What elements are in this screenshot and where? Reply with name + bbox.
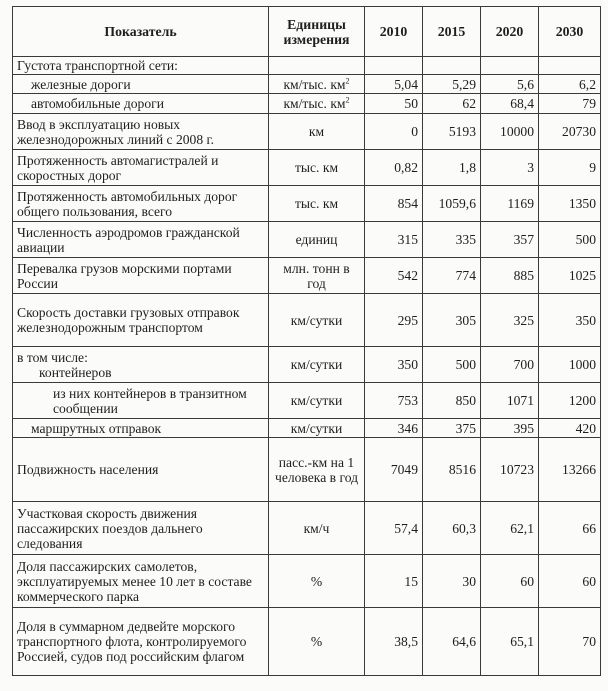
indicator-cell: Протяженность автомагистралей и скоростных дорог: [13, 150, 269, 186]
unit-text: км/тыс. км: [283, 76, 346, 92]
value-cell: 1000: [539, 347, 601, 383]
value-cell: 350: [365, 347, 423, 383]
header-year: 2010: [365, 7, 423, 57]
indicator-cell: Участковая скорость движения пассажирских поездов дальнего следования: [13, 502, 269, 555]
indicator-sub-label: контейнеров: [39, 364, 112, 380]
value-cell: 68,4: [481, 94, 539, 114]
value-cell: 1059,6: [423, 186, 481, 222]
unit-superscript: 2: [345, 75, 350, 85]
indicator-cell: Доля пассажирских самолетов, эксплуатируемых менее 10 лет в составе коммерческого парка: [13, 555, 269, 608]
value-cell: 3: [481, 150, 539, 186]
value-cell: 700: [481, 347, 539, 383]
value-cell: 395: [481, 419, 539, 438]
unit-text: км/тыс. км: [283, 96, 346, 111]
value-cell: 325: [481, 294, 539, 347]
value-cell: 1350: [539, 186, 601, 222]
unit-cell: [269, 57, 365, 75]
table-row: [13, 383, 601, 419]
value-cell: 79: [539, 94, 601, 114]
value-cell: 346: [365, 419, 423, 438]
indicator-cell: Перевалка грузов морскими портами России: [13, 258, 269, 294]
table-frame: [12, 6, 600, 686]
value-cell: 38,5: [365, 608, 423, 676]
table-row: [13, 608, 601, 676]
indicator-cell: Численность аэродромов гражданской авиации: [13, 222, 269, 258]
indicator-cell: автомобильные дороги: [13, 94, 269, 114]
unit-cell: тыс. км: [269, 186, 365, 222]
table-row: [13, 75, 601, 94]
table-row: [13, 186, 601, 222]
value-cell: 50: [365, 94, 423, 114]
value-cell: 885: [481, 258, 539, 294]
value-cell: 350: [539, 294, 601, 347]
table-row: [13, 502, 601, 555]
unit-cell: [269, 75, 365, 94]
unit-cell: км/сутки: [269, 347, 365, 383]
indicator-cell: Доля в суммарном дедвейте морского транспортного флота, контролируемого Россией, судов под российским флагом: [13, 608, 269, 676]
unit-cell: %: [269, 608, 365, 676]
value-cell: 0: [365, 114, 423, 150]
unit-cell: км: [269, 114, 365, 150]
unit-cell: пасс.-км на 1 человека в год: [269, 438, 365, 502]
value-cell: 420: [539, 419, 601, 438]
header-year: 2020: [481, 7, 539, 57]
value-cell: [481, 57, 539, 75]
value-cell: 5,29: [423, 75, 481, 94]
indicator-cell: [13, 347, 269, 383]
value-cell: 7049: [365, 438, 423, 502]
table-row: [13, 438, 601, 502]
value-cell: 64,6: [423, 608, 481, 676]
unit-cell: км/сутки: [269, 383, 365, 419]
table-row: [13, 150, 601, 186]
table-row: [13, 94, 601, 114]
value-cell: [365, 57, 423, 75]
value-cell: 305: [423, 294, 481, 347]
value-cell: 542: [365, 258, 423, 294]
indicator-cell: железные дороги: [13, 75, 269, 94]
table-row: [13, 114, 601, 150]
value-cell: 8516: [423, 438, 481, 502]
indicator-cell: Ввод в эксплуатацию новых железнодорожных линий с 2008 г.: [13, 114, 269, 150]
value-cell: 1200: [539, 383, 601, 419]
unit-cell: единиц: [269, 222, 365, 258]
value-cell: 295: [365, 294, 423, 347]
value-cell: 5193: [423, 114, 481, 150]
value-cell: 753: [365, 383, 423, 419]
header-indicator: Показатель: [13, 7, 269, 57]
indicator-cell: маршрутных отправок: [13, 419, 269, 438]
value-cell: 60,3: [423, 502, 481, 555]
value-cell: 5,04: [365, 75, 423, 94]
unit-cell: км/сутки: [269, 294, 365, 347]
value-cell: 850: [423, 383, 481, 419]
indicator-group-label: в том числе:: [17, 349, 88, 365]
indicator-cell: Протяженность автомобильных дорог общего пользования, всего: [13, 186, 269, 222]
unit-cell: тыс. км: [269, 150, 365, 186]
unit-cell: [269, 94, 365, 114]
value-cell: 375: [423, 419, 481, 438]
table-row: [13, 222, 601, 258]
value-cell: 774: [423, 258, 481, 294]
value-cell: 10000: [481, 114, 539, 150]
value-cell: 62,1: [481, 502, 539, 555]
unit-cell: %: [269, 555, 365, 608]
value-cell: 30: [423, 555, 481, 608]
table-row: [13, 347, 601, 383]
value-cell: 315: [365, 222, 423, 258]
value-cell: 1,8: [423, 150, 481, 186]
value-cell: 62: [423, 94, 481, 114]
header-year: 2030: [539, 7, 601, 57]
indicator-cell: Скорость доставки грузовых отправок железнодорожным транспортом: [13, 294, 269, 347]
value-cell: 1071: [481, 383, 539, 419]
value-cell: 0,82: [365, 150, 423, 186]
table-row: [13, 419, 601, 438]
value-cell: 500: [423, 347, 481, 383]
value-cell: 60: [539, 555, 601, 608]
unit-superscript: 2: [345, 95, 350, 105]
value-cell: 500: [539, 222, 601, 258]
value-cell: 13266: [539, 438, 601, 502]
unit-cell: км/ч: [269, 502, 365, 555]
indicator-cell: Густота транспортной сети:: [13, 57, 269, 75]
value-cell: 6,2: [539, 75, 601, 94]
value-cell: 15: [365, 555, 423, 608]
value-cell: 1169: [481, 186, 539, 222]
header-unit: Единицы измерения: [269, 7, 365, 57]
value-cell: [539, 57, 601, 75]
value-cell: 57,4: [365, 502, 423, 555]
value-cell: 66: [539, 502, 601, 555]
value-cell: 5,6: [481, 75, 539, 94]
value-cell: 335: [423, 222, 481, 258]
table-row: [13, 294, 601, 347]
table-row: [13, 555, 601, 608]
unit-cell: км/сутки: [269, 419, 365, 438]
indicator-cell: из них контейнеров в транзитном сообщении: [13, 383, 269, 419]
value-cell: 65,1: [481, 608, 539, 676]
value-cell: 357: [481, 222, 539, 258]
header-row: [13, 7, 601, 57]
table-row: [13, 258, 601, 294]
table-row: [13, 57, 601, 75]
value-cell: 854: [365, 186, 423, 222]
value-cell: 60: [481, 555, 539, 608]
value-cell: 20730: [539, 114, 601, 150]
header-year: 2015: [423, 7, 481, 57]
value-cell: 9: [539, 150, 601, 186]
unit-cell: млн. тонн в год: [269, 258, 365, 294]
indicator-cell: Подвижность населения: [13, 438, 269, 502]
value-cell: 10723: [481, 438, 539, 502]
value-cell: 1025: [539, 258, 601, 294]
value-cell: [423, 57, 481, 75]
value-cell: 70: [539, 608, 601, 676]
indicators-table: [12, 6, 601, 676]
